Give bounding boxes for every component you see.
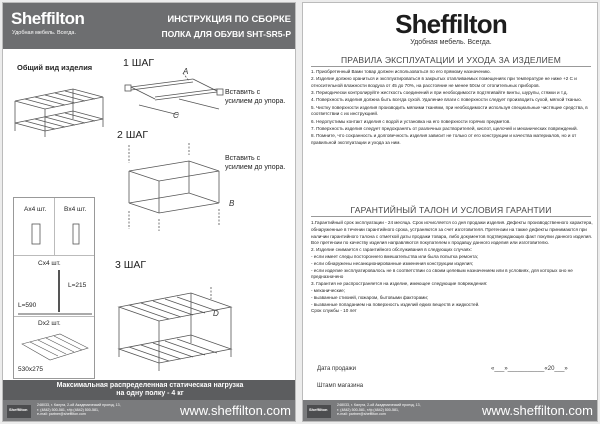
warranty-item: - если обнаружены несанкционированные изменения конструкции изделия; xyxy=(311,260,474,266)
address-line: 248033, г. Калуга, 2-ой Академический проезд, 13, xyxy=(337,403,421,407)
rule-item: 4. Поверхность изделия должна быть всегда сухой. Удаление влаги с поверхности следует производить сухой, мягкой тканью. xyxy=(311,97,582,103)
sale-date-field[interactable]: «___»___________«20___» xyxy=(491,366,568,372)
website-link[interactable]: www.sheffilton.com xyxy=(481,403,593,418)
warranty-item: - вызванные стихией, пожаром, бытовыми факторами; xyxy=(311,294,429,300)
footer-band xyxy=(303,400,598,422)
rule-item: 8. Помните, что сохранность и долговечность изделия зависит не только от его конструкции и качества материалов, но и от правильной эксплуатации и ухода за ним. xyxy=(311,132,577,145)
footer-address xyxy=(337,403,421,417)
step-2-drawing xyxy=(115,141,227,233)
part-c-drawing xyxy=(52,268,66,314)
load-notice xyxy=(3,380,296,400)
part-b-drawing xyxy=(66,220,86,250)
warranty-item: 3. Гарантия не распространяется на изделие, имеющее следующие повреждения: xyxy=(311,281,488,287)
parts-divider-1 xyxy=(14,255,94,256)
warranty-page xyxy=(302,2,598,422)
part-b-marker: B xyxy=(229,199,235,208)
part-beam-length: L=590 xyxy=(18,302,37,309)
warranty-item: - если изделие эксплуатировалось не в соответствии со своим целевым назначением или в условиях, для которых оно не предназначено xyxy=(311,267,573,280)
warranty-item: - механические; xyxy=(311,287,345,293)
part-d-label: Dx2 шт. xyxy=(38,320,61,327)
rules-title: ПРАВИЛА ЭКСПЛУАТАЦИИ И УХОДА ЗА ИЗДЕЛИЕМ xyxy=(311,55,591,67)
load-value: на одну полку - 4 кг xyxy=(116,390,184,397)
rule-item: 1. Приобретенный Вами товар должен использоваться по его прямому назначению. xyxy=(311,69,491,74)
step-1-label: 1 ШАГ xyxy=(123,57,155,69)
rule-item: 5. Чистку поверхности изделия производить мягкими тканями, при необходимости используя специальные чистящие средства, в соответствии с их инструкцией. xyxy=(311,104,588,117)
page-title: ИНСТРУКЦИЯ ПО СБОРКЕ xyxy=(167,14,291,25)
part-d-size: 530x275 xyxy=(18,366,43,373)
step-3-label: 3 ШАГ xyxy=(115,259,147,271)
insert-note-step2: Вставить с усилием до упора. xyxy=(225,155,286,171)
assembly-instruction-page xyxy=(2,2,296,422)
warranty-terms xyxy=(311,220,593,315)
brand-slogan: Удобная мебель. Всегда. xyxy=(12,30,76,36)
rule-item: 3. Периодически контролируйте жесткость соединений и при необходимости подтягивайте винты, шурупы, стяжки и т.д. xyxy=(311,90,568,96)
insert-note-step1: Вставить с усилием до упора. xyxy=(225,89,286,105)
part-a-drawing xyxy=(26,220,46,250)
footer-band xyxy=(3,400,296,422)
store-stamp-label: Штамп магазина xyxy=(317,383,364,389)
warranty-title: ГАРАНТИЙНЫЙ ТАЛОН И УСЛОВИЯ ГАРАНТИИ xyxy=(311,205,591,217)
warranty-item: Срок службы - 10 лет xyxy=(311,308,357,314)
part-c-label: Cx4 шт. xyxy=(38,260,61,267)
part-d-marker: D xyxy=(213,309,219,318)
part-c-length: L=215 xyxy=(68,282,87,289)
warranty-item: - если имеет следы постороннего вмешательства или была попытка ремонта; xyxy=(311,253,479,259)
product-subtitle: ПОЛКА ДЛЯ ОБУВИ SHT-SR5-P xyxy=(161,29,291,39)
brand-logo: Sheffilton xyxy=(395,9,507,39)
brand-logo: Sheffilton xyxy=(11,9,85,28)
footer-logo: Sheffilton xyxy=(7,405,31,418)
address-line: e-mail: partner@sheffilton.com xyxy=(337,412,386,417)
part-d-drawing xyxy=(20,330,90,364)
load-label: Максимальная распределенная статическая нагрузка xyxy=(56,382,244,389)
rule-item: 7. Поверхность изделия следует предохранять от различных растворителей, кислот, щелочей и механических повреждений. xyxy=(311,125,578,131)
part-c-marker: C xyxy=(173,111,179,120)
step-1-drawing xyxy=(119,69,231,125)
part-beam-drawing xyxy=(16,310,94,318)
footer-logo: Sheffilton xyxy=(307,405,331,418)
rules-list xyxy=(311,69,593,147)
rule-item: 6. Недопустимы контакт изделия с водой и установка на его поверхности горячих предметов. xyxy=(311,118,511,124)
parts-list xyxy=(13,197,95,379)
part-a-label: Ax4 шт. xyxy=(24,206,47,213)
sale-date-label: Дата продажи xyxy=(317,366,356,372)
step-2-label: 2 ШАГ xyxy=(117,129,149,141)
address-line: т. (4842) 500-581, т/ф (4842) 500-581, xyxy=(337,407,399,412)
warranty-item: - вызванные попаданием на поверхность изделий едких веществ и жидкостей. xyxy=(311,301,480,307)
general-view-drawing xyxy=(11,75,107,139)
parts-divider-v xyxy=(54,198,55,255)
address-line: e-mail: partner@sheffilton.com xyxy=(37,412,86,417)
brand-slogan: Удобная мебель. Всегда. xyxy=(410,39,492,46)
footer-address xyxy=(37,403,121,417)
website-link[interactable]: www.sheffilton.com xyxy=(179,403,291,418)
step-3-drawing xyxy=(113,271,237,377)
address-line: 248033, г. Калуга, 2-ой Академический проезд, 13, xyxy=(37,403,121,407)
address-line: т. (4842) 500-581, т/ф (4842) 500-581, xyxy=(37,407,99,412)
part-a-marker: A xyxy=(183,67,189,76)
warranty-item: 1.Гарантийный срок эксплуатации - 24 месяца. Срок исчисляется со дня продажи изделия. Дефекты производственного характера, обнаруженные в течении гарантийного срока, устраняются за счет изготовителя. Претензии на также дефекты принимаются при наличии гарантийного талона с отметкой даты продажи товара, либо документов подтверждающих факт покупки данного изделия. Все претензии по качеству изделия направляются покупателем к продавцу данного изделия или изготовителю. xyxy=(311,220,593,246)
warranty-item: 2. Изделие снимается с гарантийного обслуживания в следующих случаях: xyxy=(311,247,472,253)
rule-item: 2. Изделие должно храниться и эксплуатироваться в закрытых отапливаемых помещениях при температуре не ниже +2 С и относительной влажности воздуха от 45 до 70%, на расстояние не менее 50см от отопительных приборов. xyxy=(311,76,577,88)
header-band xyxy=(3,3,296,49)
part-b-label: Bx4 шт. xyxy=(64,206,87,213)
general-view-label: Общий вид изделия xyxy=(17,63,93,72)
